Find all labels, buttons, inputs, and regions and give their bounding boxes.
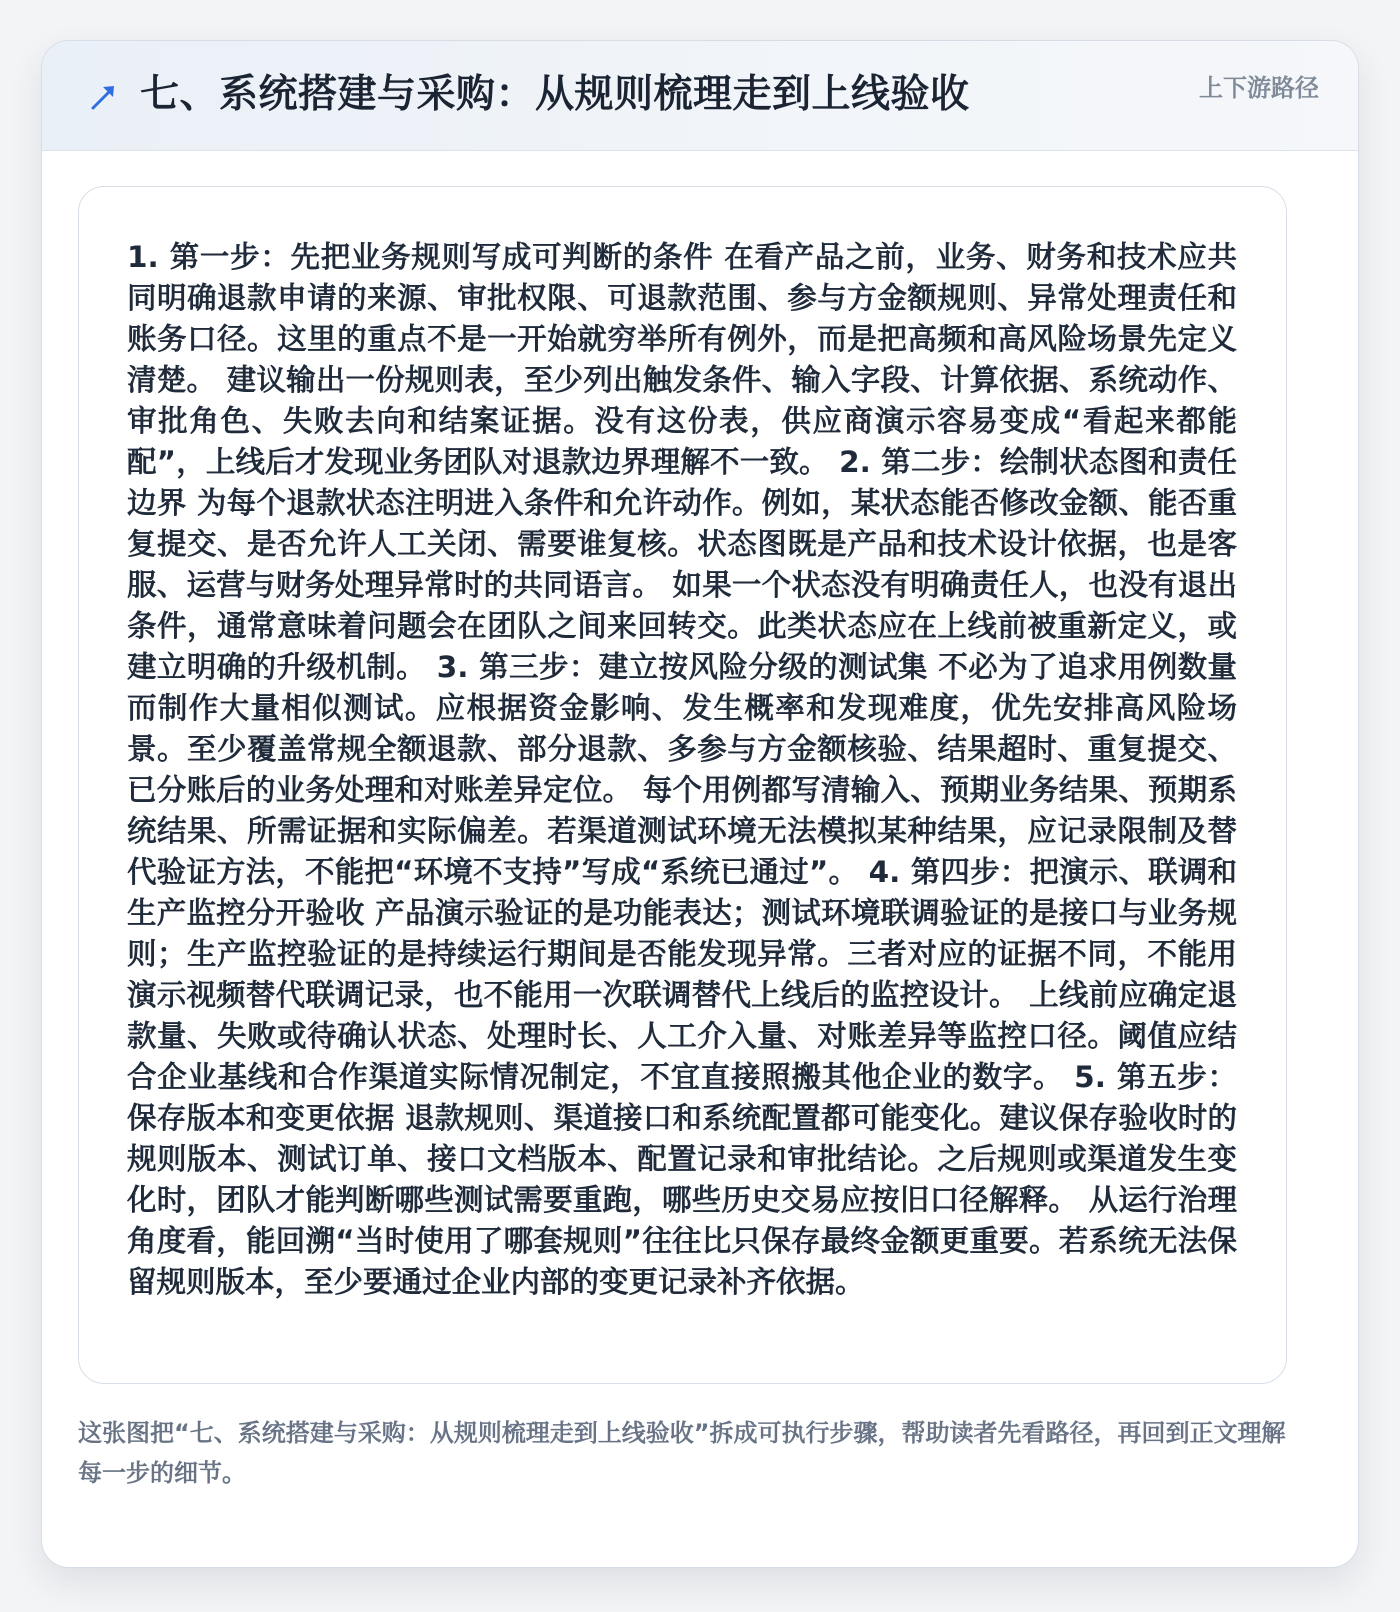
section-title: 七、系统搭建与采购：从规则梳理走到上线验收 (140, 72, 970, 117)
content-panel (78, 186, 1287, 1384)
figure-caption: 这张图把“七、系统搭建与采购：从规则梳理走到上线验收”拆成可执行步骤，帮助读者先看路径，再回到正文理解每一步的细节。 (78, 1419, 1286, 1487)
figure-card (41, 40, 1359, 1568)
card-header (42, 41, 1358, 151)
steps-body-text: 1. 第一步：先把业务规则写成可判断的条件 在看产品之前，业务、财务和技术应共同明确退款申请的来源、审批权限、可退款范围、参与方金额规则、异常处理责任和账务口径。这里的重点不是一开始就穷举所有例外，而是把高频和高风险场景先定义清楚。 建议输出一份规则表，至少列出触发条件、输入字段、计算依据、系统动作、审批角色、失败去向和结案证据。没有这份表，供应商演示容易变成“看起来都能配”，上线后才发现业务团队对退款边界理解不一致。 2. 第二步：绘制状态图和责任边界 为每个退款状态注明进入条件和允许动作。例如，某状态能否修改金额、能否重复提交、是否允许人工关闭、需要谁复核。状态图既是产品和技术设计依据，也是客服、运营与财务处理异常时的共同语言。 如果一个状态没有明确责任人，也没有退出条件，通常意味着问题会在团队之间来回转交。此类状态应在上线前被重新定义，或建立明确的升级机制。 3. 第三步：建立按风险分级的测试集 不必为了追求用例数量而制作大量相似测试。应根据资金影响、发生概率和发现难度，优先安排高风险场景。至少覆盖常规全额退款、部分退款、多参与方金额核验、结果超时、重复提交、已分账后的业务处理和对账差异定位。 每个用例都写清输入、预期业务结果、预期系统结果、所需证据和实际偏差。若渠道测试环境无法模拟某种结果，应记录限制及替代验证方法，不能把“环境不支持”写成“系统已通过”。 4. 第四步：把演示、联调和生产监控分开验收 产品演示验证的是功能表达；测试环境联调验证的是接口与业务规则；生产监控验证的是持续运行期间是否能发现异常。三者对应的证据不同，不能用演示视频替代联调记录，也不能用一次联调替代上线后的监控设计。 上线前应确定退款量、失败或待确认状态、处理时长、人工介入量、对账差异等监控口径。阈值应结合企业基线和合作渠道实际情况制定，不宜直接照搬其他企业的数字。 5. 第五步：保存版本和变更依据 退款规则、渠道接口和系统配置都可能变化。建议保存验收时的规则版本、测试订单、接口文档版本、配置记录和审批结论。之后规则或渠道发生变化时，团队才能判断哪些测试需要重跑，哪些历史交易应按旧口径解释。 从运行治理角度看，能回溯“当时使用了哪套规则”往往比只保存最终金额更重要。若系统无法保留规则版本，至少要通过企业内部的变更记录补齐依据。 (127, 240, 1237, 1299)
path-tag: 上下游路径 (1199, 74, 1319, 102)
trending-up-arrow-icon (87, 81, 119, 113)
